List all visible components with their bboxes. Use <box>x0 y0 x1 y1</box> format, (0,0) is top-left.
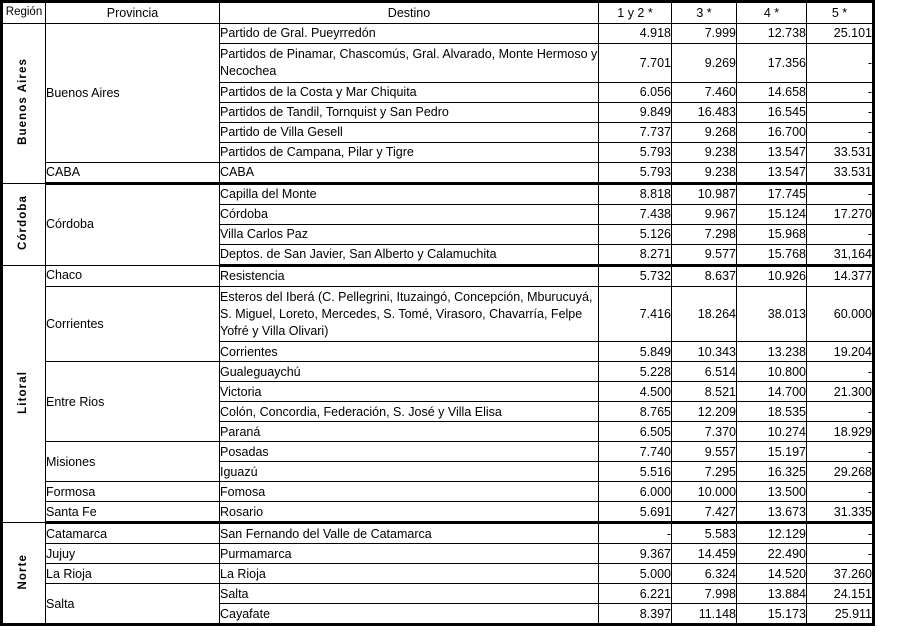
rate-cell-n1: 9.367 <box>599 544 672 564</box>
table-row <box>2 502 874 523</box>
table-row <box>2 265 874 286</box>
rate-cell-n2: 7.999 <box>672 24 737 44</box>
region-cell <box>2 24 46 184</box>
rate-cell-n4: - <box>807 544 874 564</box>
rate-cell-n1: 6.056 <box>599 82 672 102</box>
rate-cell-n4: 19.204 <box>807 342 874 362</box>
rate-cell-n2: 7.427 <box>672 502 737 523</box>
region-label: Norte <box>17 553 30 590</box>
rate-cell-n4: 24.151 <box>807 584 874 604</box>
rate-cell-n1: 8.397 <box>599 604 672 625</box>
province-cell: Jujuy <box>46 544 220 564</box>
destination-cell: Partido de Gral. Pueyrredón <box>220 24 599 44</box>
rate-cell-n2: 9.557 <box>672 442 737 462</box>
rate-cell-n4: 37.260 <box>807 564 874 584</box>
table-row <box>2 523 874 544</box>
rate-cell-n3: 22.490 <box>737 544 807 564</box>
rate-cell-n2: 8.521 <box>672 382 737 402</box>
province-cell: Entre Rios <box>46 362 220 442</box>
table-row <box>2 162 874 183</box>
destination-cell: Paraná <box>220 422 599 442</box>
rate-cell-n3: 38.013 <box>737 286 807 342</box>
rate-cell-n3: 18.535 <box>737 402 807 422</box>
destination-cell: Posadas <box>220 442 599 462</box>
table-row <box>2 286 874 342</box>
destination-cell: Esteros del Iberá (C. Pellegrini, Ituzaingó, Concepción, Mburucuyá, S. Miguel, Loreto, Mercedes, S. Tomé, Virasoro, Chavarría, Felpe Yofré y Villa Olivari) <box>220 286 599 342</box>
table-row <box>2 362 874 382</box>
rate-cell-n1: 8.271 <box>599 244 672 265</box>
rate-cell-n4: 33.531 <box>807 162 874 183</box>
rate-cell-n4: - <box>807 183 874 204</box>
rate-cell-n1: 7.701 <box>599 44 672 83</box>
rate-cell-n2: 9.268 <box>672 122 737 142</box>
destination-cell: Iguazú <box>220 462 599 482</box>
rate-cell-n4: 25.101 <box>807 24 874 44</box>
destination-cell: Purmamarca <box>220 544 599 564</box>
rate-cell-n4: - <box>807 44 874 83</box>
rate-cell-n2: 14.459 <box>672 544 737 564</box>
destination-cell: Partido de Villa Gesell <box>220 122 599 142</box>
province-cell: La Rioja <box>46 564 220 584</box>
rate-cell-n2: 7.298 <box>672 224 737 244</box>
rate-cell-n2: 9.238 <box>672 142 737 162</box>
column-header-stars-3: 3 * <box>672 2 737 24</box>
table-row <box>2 564 874 584</box>
destination-cell: Deptos. de San Javier, San Alberto y Calamuchita <box>220 244 599 265</box>
rate-cell-n4: 33.531 <box>807 142 874 162</box>
rate-cell-n3: 16.700 <box>737 122 807 142</box>
destination-cell: Partidos de Campana, Pilar y Tigre <box>220 142 599 162</box>
rate-cell-n4: - <box>807 224 874 244</box>
table-row <box>2 24 874 44</box>
destination-cell: Partidos de Tandil, Tornquist y San Pedro <box>220 102 599 122</box>
region-cell <box>2 183 46 265</box>
province-cell: Santa Fe <box>46 502 220 523</box>
destination-cell: La Rioja <box>220 564 599 584</box>
column-header-stars-4: 4 * <box>737 2 807 24</box>
rate-cell-n2: 8.637 <box>672 265 737 286</box>
rate-cell-n3: 13.547 <box>737 142 807 162</box>
rate-cell-n4: - <box>807 102 874 122</box>
rate-cell-n1: 7.438 <box>599 204 672 224</box>
rate-cell-n2: 10.000 <box>672 482 737 502</box>
rate-cell-n4: 31,164 <box>807 244 874 265</box>
rate-cell-n1: 5.849 <box>599 342 672 362</box>
rate-cell-n3: 15.173 <box>737 604 807 625</box>
table-body <box>2 24 874 625</box>
rate-cell-n3: 15.124 <box>737 204 807 224</box>
table-row <box>2 584 874 604</box>
rate-cell-n1: 8.818 <box>599 183 672 204</box>
rate-cell-n1: 6.221 <box>599 584 672 604</box>
rate-cell-n1: 5.516 <box>599 462 672 482</box>
destination-cell: Corrientes <box>220 342 599 362</box>
rate-cell-n3: 10.800 <box>737 362 807 382</box>
destination-cell: Capilla del Monte <box>220 183 599 204</box>
rate-cell-n4: - <box>807 402 874 422</box>
rate-cell-n1: 5.000 <box>599 564 672 584</box>
rate-cell-n3: 14.700 <box>737 382 807 402</box>
destination-cell: Córdoba <box>220 204 599 224</box>
rate-cell-n1: 7.416 <box>599 286 672 342</box>
rate-cell-n2: 16.483 <box>672 102 737 122</box>
rate-cell-n1: 4.918 <box>599 24 672 44</box>
rate-cell-n2: 12.209 <box>672 402 737 422</box>
region-cell <box>2 523 46 625</box>
rate-cell-n3: 16.325 <box>737 462 807 482</box>
rate-cell-n2: 6.514 <box>672 362 737 382</box>
rate-cell-n2: 7.295 <box>672 462 737 482</box>
destination-cell: Salta <box>220 584 599 604</box>
province-cell: Chaco <box>46 265 220 286</box>
rate-cell-n4: 29.268 <box>807 462 874 482</box>
rate-cell-n2: 10.987 <box>672 183 737 204</box>
rate-cell-n1: 5.228 <box>599 362 672 382</box>
rate-cell-n3: 15.197 <box>737 442 807 462</box>
rate-cell-n2: 18.264 <box>672 286 737 342</box>
rate-cell-n3: 14.520 <box>737 564 807 584</box>
rate-cell-n4: 60.000 <box>807 286 874 342</box>
rate-cell-n3: 13.547 <box>737 162 807 183</box>
rate-cell-n2: 7.998 <box>672 584 737 604</box>
rate-cell-n3: 10.926 <box>737 265 807 286</box>
rate-cell-n2: 9.238 <box>672 162 737 183</box>
rate-cell-n3: 14.658 <box>737 82 807 102</box>
rate-cell-n4: - <box>807 82 874 102</box>
rate-cell-n4: 25.911 <box>807 604 874 625</box>
rate-cell-n3: 12.738 <box>737 24 807 44</box>
rate-cell-n1: 4.500 <box>599 382 672 402</box>
column-header-stars-1y2: 1 y 2 * <box>599 2 672 24</box>
destination-cell: San Fernando del Valle de Catamarca <box>220 523 599 544</box>
table-row <box>2 544 874 564</box>
rate-cell-n2: 9.577 <box>672 244 737 265</box>
rate-cell-n4: - <box>807 442 874 462</box>
rate-cell-n1: 8.765 <box>599 402 672 422</box>
province-cell: Catamarca <box>46 523 220 544</box>
province-cell: Salta <box>46 584 220 625</box>
column-header-destino: Destino <box>220 2 599 24</box>
rate-cell-n1: 5.793 <box>599 162 672 183</box>
rate-cell-n3: 15.968 <box>737 224 807 244</box>
rate-cell-n2: 5.583 <box>672 523 737 544</box>
destination-cell: Rosario <box>220 502 599 523</box>
destination-cell: Partidos de la Costa y Mar Chiquita <box>220 82 599 102</box>
rate-cell-n2: 7.370 <box>672 422 737 442</box>
rate-cell-n3: 12.129 <box>737 523 807 544</box>
province-cell: Buenos Aires <box>46 24 220 163</box>
destination-cell: Victoria <box>220 382 599 402</box>
destination-cell: Partidos de Pinamar, Chascomús, Gral. Alvarado, Monte Hermoso y Necochea <box>220 44 599 83</box>
table-row <box>2 442 874 462</box>
rate-cell-n1: 7.740 <box>599 442 672 462</box>
rate-cell-n1: 6.000 <box>599 482 672 502</box>
header-row <box>2 2 874 24</box>
province-cell: Córdoba <box>46 183 220 265</box>
rate-cell-n4: 18.929 <box>807 422 874 442</box>
rate-cell-n4: 21.300 <box>807 382 874 402</box>
rate-cell-n3: 13.884 <box>737 584 807 604</box>
rate-cell-n2: 9.269 <box>672 44 737 83</box>
rate-cell-n1: 5.126 <box>599 224 672 244</box>
rate-cell-n3: 15.768 <box>737 244 807 265</box>
rate-cell-n2: 6.324 <box>672 564 737 584</box>
destination-cell: Villa Carlos Paz <box>220 224 599 244</box>
rate-cell-n1: 5.691 <box>599 502 672 523</box>
rate-cell-n3: 13.500 <box>737 482 807 502</box>
destination-cell: CABA <box>220 162 599 183</box>
region-label: Buenos Aires <box>17 58 30 145</box>
region-cell <box>2 265 46 523</box>
rate-cell-n1: 6.505 <box>599 422 672 442</box>
rate-cell-n2: 9.967 <box>672 204 737 224</box>
province-cell: CABA <box>46 162 220 183</box>
rate-cell-n4: - <box>807 482 874 502</box>
destination-cell: Gualeguaychú <box>220 362 599 382</box>
rate-cell-n4: 31.335 <box>807 502 874 523</box>
rate-cell-n1: 5.732 <box>599 265 672 286</box>
rate-cell-n3: 13.673 <box>737 502 807 523</box>
destination-cell: Fomosa <box>220 482 599 502</box>
table-row <box>2 183 874 204</box>
table-header <box>2 2 874 24</box>
province-cell: Misiones <box>46 442 220 482</box>
rate-cell-n2: 10.343 <box>672 342 737 362</box>
province-cell: Corrientes <box>46 286 220 362</box>
destination-cell: Colón, Concordia, Federación, S. José y Villa Elisa <box>220 402 599 422</box>
rate-cell-n1: 7.737 <box>599 122 672 142</box>
rate-cell-n1: 9.849 <box>599 102 672 122</box>
rate-cell-n3: 10.274 <box>737 422 807 442</box>
rate-cell-n3: 17.745 <box>737 183 807 204</box>
destination-cell: Resistencia <box>220 265 599 286</box>
rate-cell-n1: - <box>599 523 672 544</box>
rate-cell-n4: - <box>807 523 874 544</box>
rate-cell-n4: - <box>807 122 874 142</box>
column-header-stars-5: 5 * <box>807 2 874 24</box>
table-row <box>2 482 874 502</box>
rate-cell-n2: 7.460 <box>672 82 737 102</box>
column-header-provincia: Provincia <box>46 2 220 24</box>
rate-cell-n3: 16.545 <box>737 102 807 122</box>
rate-cell-n3: 17.356 <box>737 44 807 83</box>
rate-cell-n4: 14.377 <box>807 265 874 286</box>
rate-cell-n2: 11.148 <box>672 604 737 625</box>
rate-cell-n1: 5.793 <box>599 142 672 162</box>
region-label: Litoral <box>17 370 30 414</box>
destination-cell: Cayafate <box>220 604 599 625</box>
rate-cell-n4: 17.270 <box>807 204 874 224</box>
rate-cell-n3: 13.238 <box>737 342 807 362</box>
column-header-region: Región <box>2 2 46 24</box>
province-cell: Formosa <box>46 482 220 502</box>
region-label: Córdoba <box>17 194 30 250</box>
rate-cell-n4: - <box>807 362 874 382</box>
